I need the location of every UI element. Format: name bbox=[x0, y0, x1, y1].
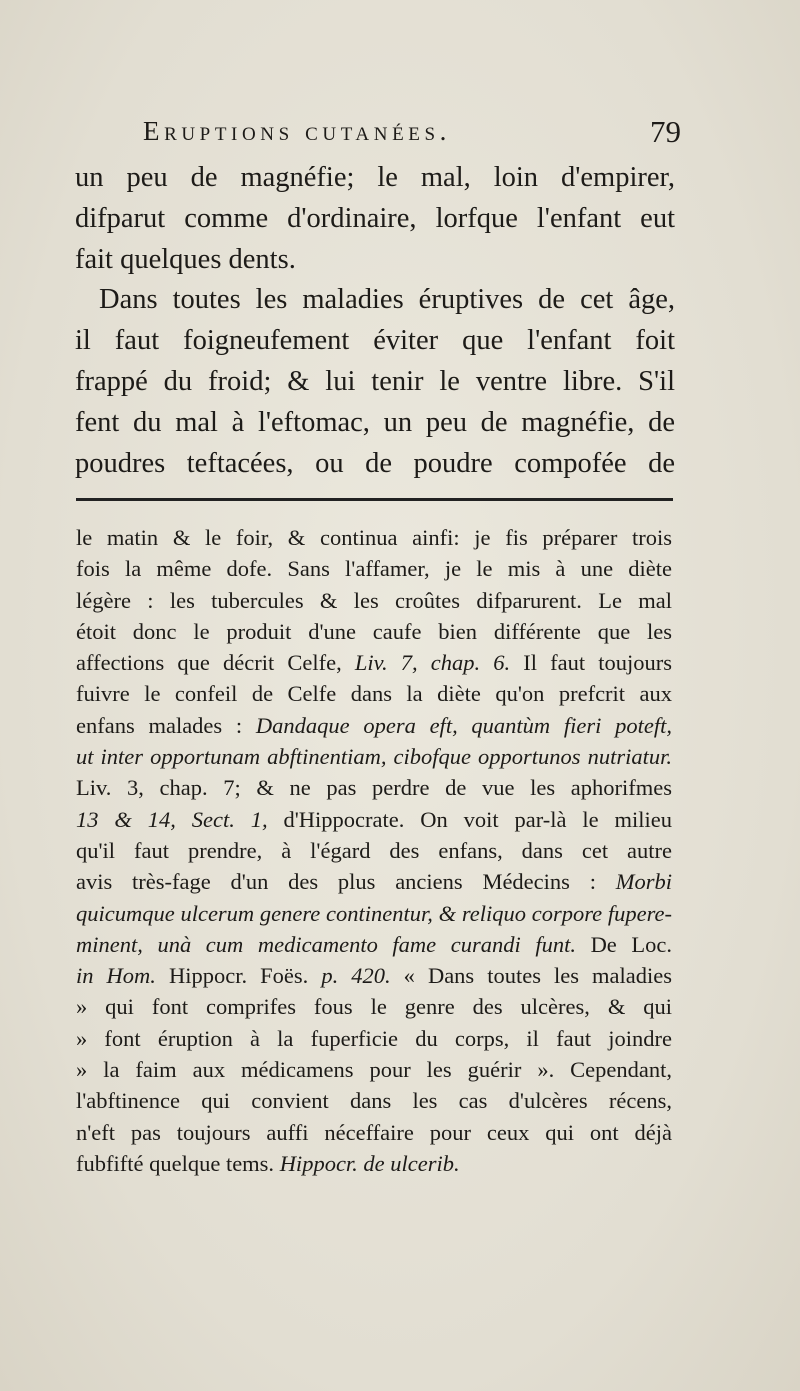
footnote-line: n'eft pas toujours auffi néceffaire pour ceux qui ont déjà bbox=[76, 1119, 672, 1145]
body-line: fait quelques dents. bbox=[75, 243, 296, 275]
footnote-text: affections que décrit Celfe, bbox=[76, 650, 342, 676]
footnote-line bbox=[76, 866, 672, 897]
footnote-line bbox=[76, 647, 672, 678]
latin-quote: quicumque ulcerum genere continentur, & reliquo corpore fupere- bbox=[76, 900, 672, 926]
footnote-line bbox=[76, 804, 672, 835]
citation: Hippocr. Foës. bbox=[168, 963, 309, 989]
footnote-text: avis très-fage d'un des plus anciens Médecins : bbox=[76, 869, 596, 895]
latin-quote: ut inter opportunam abftinentiam, cibofque opportunos nutriatur. bbox=[76, 744, 672, 770]
footnote-line: Liv. 3, chap. 7; & ne pas perdre de vue les aphorifmes bbox=[76, 775, 672, 801]
citation: Liv. 7, chap. 6. bbox=[354, 650, 511, 676]
footnote-line: l'abftinence qui convient dans les cas d'ulcères récens, bbox=[76, 1088, 672, 1114]
footnote-text: « Dans toutes les maladies bbox=[403, 963, 672, 989]
footnote-line: » la faim aux médicamens pour les guérir ». Cependant, bbox=[76, 1057, 672, 1083]
citation: Hippocr. de ulcerib. bbox=[279, 1150, 460, 1176]
citation: p. 420. bbox=[321, 963, 391, 989]
main-text bbox=[75, 158, 675, 484]
citation: De Loc. bbox=[590, 931, 672, 957]
latin-quote: minent, unà cum medicamento fame curandi funt. bbox=[76, 931, 576, 957]
footnote-line: légère : les tubercules & les croûtes difparurent. Le mal bbox=[76, 587, 672, 613]
footnote-line: » qui font comprifes fous le genre des ulcères, & qui bbox=[76, 994, 672, 1020]
footnote-line: » font éruption à la fuperficie du corps, il faut joindre bbox=[76, 1025, 672, 1051]
latin-quote: Morbi bbox=[615, 869, 672, 895]
page-number: 79 bbox=[650, 114, 681, 149]
footnote-text: Il faut toujours bbox=[523, 650, 672, 676]
footnote-line bbox=[76, 929, 672, 960]
footnote-text: d'Hippocrate. On voit par-là le milieu bbox=[283, 806, 672, 832]
body-line: fent du mal à l'eftomac, un peu de magnéfie, de bbox=[75, 406, 675, 438]
footnote-text: fubfifté quelque tems. bbox=[76, 1150, 275, 1176]
footnote-line: le matin & le foir, & continua ainfi: je fis préparer trois bbox=[76, 525, 672, 550]
footnote-line bbox=[76, 1148, 672, 1179]
citation: in Hom. bbox=[76, 963, 156, 989]
latin-quote: Dandaque opera eft, quantùm fieri poteft, bbox=[255, 712, 672, 738]
footnote-line bbox=[76, 710, 672, 741]
footnote-line: étoit donc le produit d'une caufe bien différente que les bbox=[76, 618, 672, 644]
footnote bbox=[76, 522, 672, 1179]
body-line: il faut foigneufement éviter que l'enfant foit bbox=[75, 325, 675, 357]
footnote-line: fuivre le confeil de Celfe dans la diète qu'on prefcrit aux bbox=[76, 681, 672, 707]
footnote-line bbox=[76, 960, 672, 991]
footnote-rule bbox=[76, 498, 673, 501]
running-title: Eruptions cutanées. bbox=[143, 116, 451, 146]
body-line: frappé du froid; & lui tenir le ventre libre. S'il bbox=[75, 365, 675, 397]
body-line: difparut comme d'ordinaire, lorfque l'enfant eut bbox=[75, 202, 675, 234]
page-header bbox=[143, 112, 683, 156]
footnote-line: fois la même dofe. Sans l'affamer, je le mis à une diète bbox=[76, 556, 672, 582]
citation: 13 & 14, Sect. 1, bbox=[76, 806, 268, 832]
footnote-text: enfans malades : bbox=[76, 712, 243, 738]
footnote-line bbox=[76, 898, 672, 929]
body-line: poudres teftacées, ou de poudre compofée de bbox=[75, 447, 675, 479]
body-line: Dans toutes les maladies éruptives de cet âge, bbox=[99, 284, 675, 316]
body-line: un peu de magnéfie; le mal, loin d'empirer, bbox=[75, 162, 675, 193]
footnote-line: qu'il faut prendre, à l'égard des enfans, dans cet autre bbox=[76, 837, 672, 863]
footnote-line bbox=[76, 741, 672, 772]
